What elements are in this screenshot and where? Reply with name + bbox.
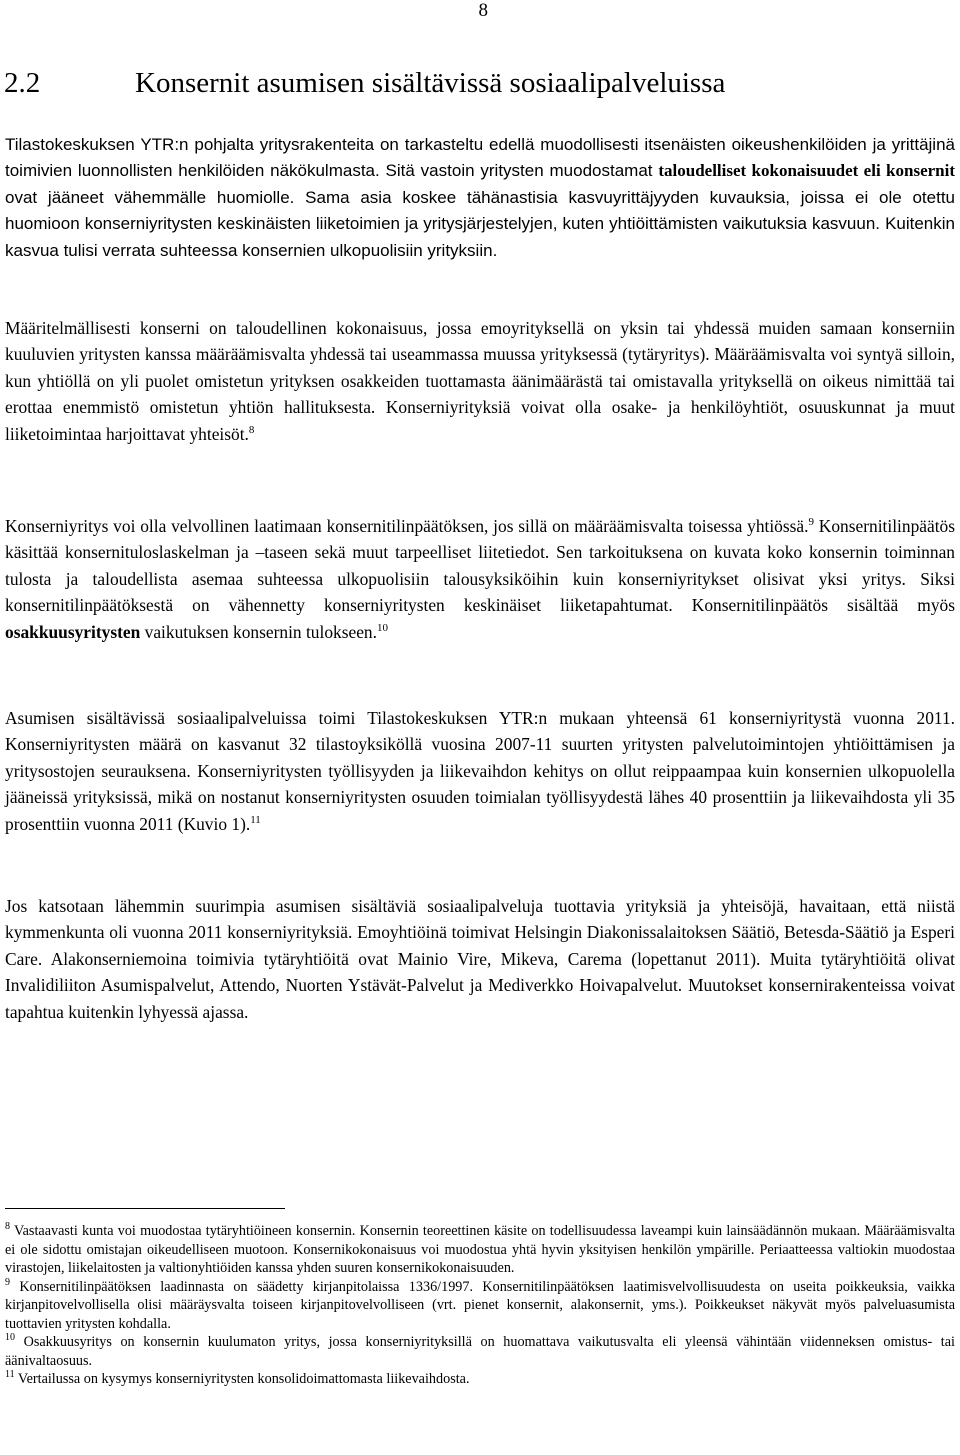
paragraph-2-text: Määritelmällisesti konserni on taloudellinen kokonaisuus, jossa emoyrityksellä on yksin tai yhdessä muiden samaan konserniin kuuluvien yritysten kanssa määräämisvalta yhdessä tai useammassa muussa yrityksessä (tytäryritys). Määräämisvalta voi syntyä silloin, kun yhtiöllä on yli puolet omistetun yrityksen osakkeiden tuottamasta äänimäärästä tai omistavalla yrityksellä on oikeus nimittää tai erottaa enemmistö omistetun yhtiön hallituksesta. Konserniyrityksiä voivat olla osake- ja henkilöyhtiöt, osuuskunnat ja muut liiketoimintaa harjoittavat yhteisöt.: [5, 318, 955, 444]
paragraph-3-text-a: Konserniyritys voi olla velvollinen laatimaan konsernitilinpäätöksen, jos sillä on määräämisvalta toisessa yhtiössä.: [5, 516, 809, 536]
footnote-10: [5, 1333, 955, 1370]
footnote-text: Konsernitilinpäätöksen laadinnasta on säädetty kirjanpitolaissa 1336/1997. Konsernitilinpäätöksen laatimisvelvollisuudesta on useita poikkeuksia, vaikka kirjanpitovelvollisella olisi määräysvalta toiseen kirjanpitovelvolliseen (vrt. pienet konsernit, alakonsernit, yms.). Poikkeukset näkyvät myös palveluasumista tuottavien yritysten kohdalla.: [5, 1278, 955, 1332]
paragraph-3-text-b: Konsernitilinpäätös käsittää konsernituloslaskelman ja –taseen sekä muut tarpeelliset liitetiedot. Sen tarkoituksena on kuvata koko konsernin toiminnan tulosta ja taloudellista asemaa suhteessa ulkopuolisiin talousyksiköihin kuin konserniyritykset olisivat yksi yritys. Siksi konsernitilinpäätöksestä on vähennetty konserniyritysten keskinäiset liiketapahtumat. Konsernitilinpäätös sisältää myös: [5, 516, 956, 616]
footnote-8: [5, 1222, 955, 1278]
footnote-number: 8: [5, 1221, 10, 1232]
footnote-number: 11: [5, 1369, 15, 1380]
paragraph-1-text-a: Tilastokeskuksen YTR:n pohjalta yritysrakenteita on tarkasteltu edellä muodollisesti itsenäisten oikeushenkilöiden ja yrittäjinä toimivien luonnollisten henkilöiden näkökulmasta. Sitä vastoin yritysten muodostamat: [5, 135, 955, 181]
section-title: Konsernit asumisen sisältävissä sosiaalipalveluissa: [135, 67, 726, 99]
footnote-ref-8[interactable]: 8: [248, 423, 255, 436]
footnote-ref-11[interactable]: 11: [250, 813, 261, 826]
section-heading: [4, 66, 725, 100]
footnote-number: 9: [5, 1276, 10, 1288]
footnote-number: 10: [5, 1332, 15, 1343]
footnote-text: Osakkuusyritys on konsernin kuulumaton yritys, jossa konserniyrityksillä on huomattava vaikutusvalta eli yleensä vähintään viidenneksen omistus- tai äänivaltaosuus.: [5, 1334, 955, 1369]
footnote-9: [5, 1278, 955, 1334]
footnote-ref-10[interactable]: 10: [376, 621, 388, 634]
paragraph-4-text: Asumisen sisältävissä sosiaalipalveluissa toimi Tilastokeskuksen YTR:n mukaan yhteensä 61 konserniyritystä vuonna 2011. Konserniyritysten määrä on kasvanut 32 tilastoyksiköllä vuosina 2007-11 suurten yritysten palvelutoimintojen yhtiöittämisen ja yritysostojen seurauksena. Konserniyritysten työllisyyden ja liikevaihdon kehitys on ollut reippaampaa kuin konsernien ulkopuolella jääneissä yrityksissä, mikä on nostanut konserniyritysten osuuden toimialan työllisyydestä lähes 40 prosenttiin ja liikevaihdosta yli 35 prosenttiin vuonna 2011 (Kuvio 1).: [5, 708, 955, 834]
paragraph-1-text-b: ovat jääneet vähemmälle huomiolle. Sama asia koskee tähänastisia kasvuyrittäjyyden kuvauksia, joissa ei ole otettu huomioon konserniyritysten keskinäisten liiketoimien ja yritysjärjestelyjen, kuten yhtiöittämisten vaikutuksia kasvuun. Kuitenkin kasvua tulisi verrata suhteessa konsernien ulkopuolisiin yrityksiin.: [5, 187, 955, 260]
footnote-separator: [5, 1208, 285, 1209]
footnote-text: Vastaavasti kunta voi muodostaa tytäryhtiöineen konsernin. Konsernin teoreettinen käsite on todellisuudessa laveampi kuin lainsäädännön mukaan. Määräämisvalta ei ole sidottu omistajan oikeudelliseen muotoon. Konsernikokonaisuus voi muodostua yhtä hyvin yksityisen henkilön ympärille. Periaatteessa valtiokin muodostaa virastojen, liikelaitosten ja valtionyhtiöiden kanssa yhden suuren konsernikokonaisuuden.: [5, 1223, 955, 1276]
paragraph-3-bold-term: osakkuusyritysten: [5, 621, 141, 642]
paragraph-4: [5, 705, 955, 837]
paragraph-1-bold-term: taloudelliset kokonaisuudet eli konsernit: [658, 161, 955, 181]
footnotes: [5, 1222, 955, 1389]
footnote-text: Vertailussa on kysymys konserniyritysten konsolidoimattomasta liikevaihdosta.: [14, 1371, 470, 1387]
footnote-ref-9[interactable]: 9: [808, 516, 814, 528]
paragraph-5-text: Jos katsotaan lähemmin suurimpia asumisen sisältäviä sosiaalipalveluja tuottavia yrityksiä ja yhteisöjä, havaitaan, että niistä kymmenkunta oli vuonna 2011 konserniyrityksiä. Emoyhtiöinä toimivat Helsingin Diakonissalaitoksen Säätiö, Betesda-Säätiö ja Esperi Care. Alakonserniemoina toimivia tytäryhtiöitä ovat Mainio Vire, Mikeva, Carema (lopettanut 2011). Muita tytäryhtiöitä olivat Invalidiliiton Asumispalvelut, Attendo, Nuorten Ystävät-Palvelut ja Mediverkko Hoivapalvelut. Muutokset konsernirakenteissa voivat tapahtua kuitenkin lyhyessä ajassa.: [5, 896, 955, 1022]
paragraph-3-text-c: vaikutuksen konsernin tulokseen.: [140, 621, 377, 642]
section-number: 2.2: [4, 67, 41, 99]
paragraph-3: [5, 513, 955, 645]
paragraph-5: [5, 893, 955, 1025]
paragraph-1: [5, 132, 955, 264]
footnote-11: [5, 1370, 955, 1389]
paragraph-2: [5, 315, 955, 447]
page-number: 8: [478, 0, 488, 21]
